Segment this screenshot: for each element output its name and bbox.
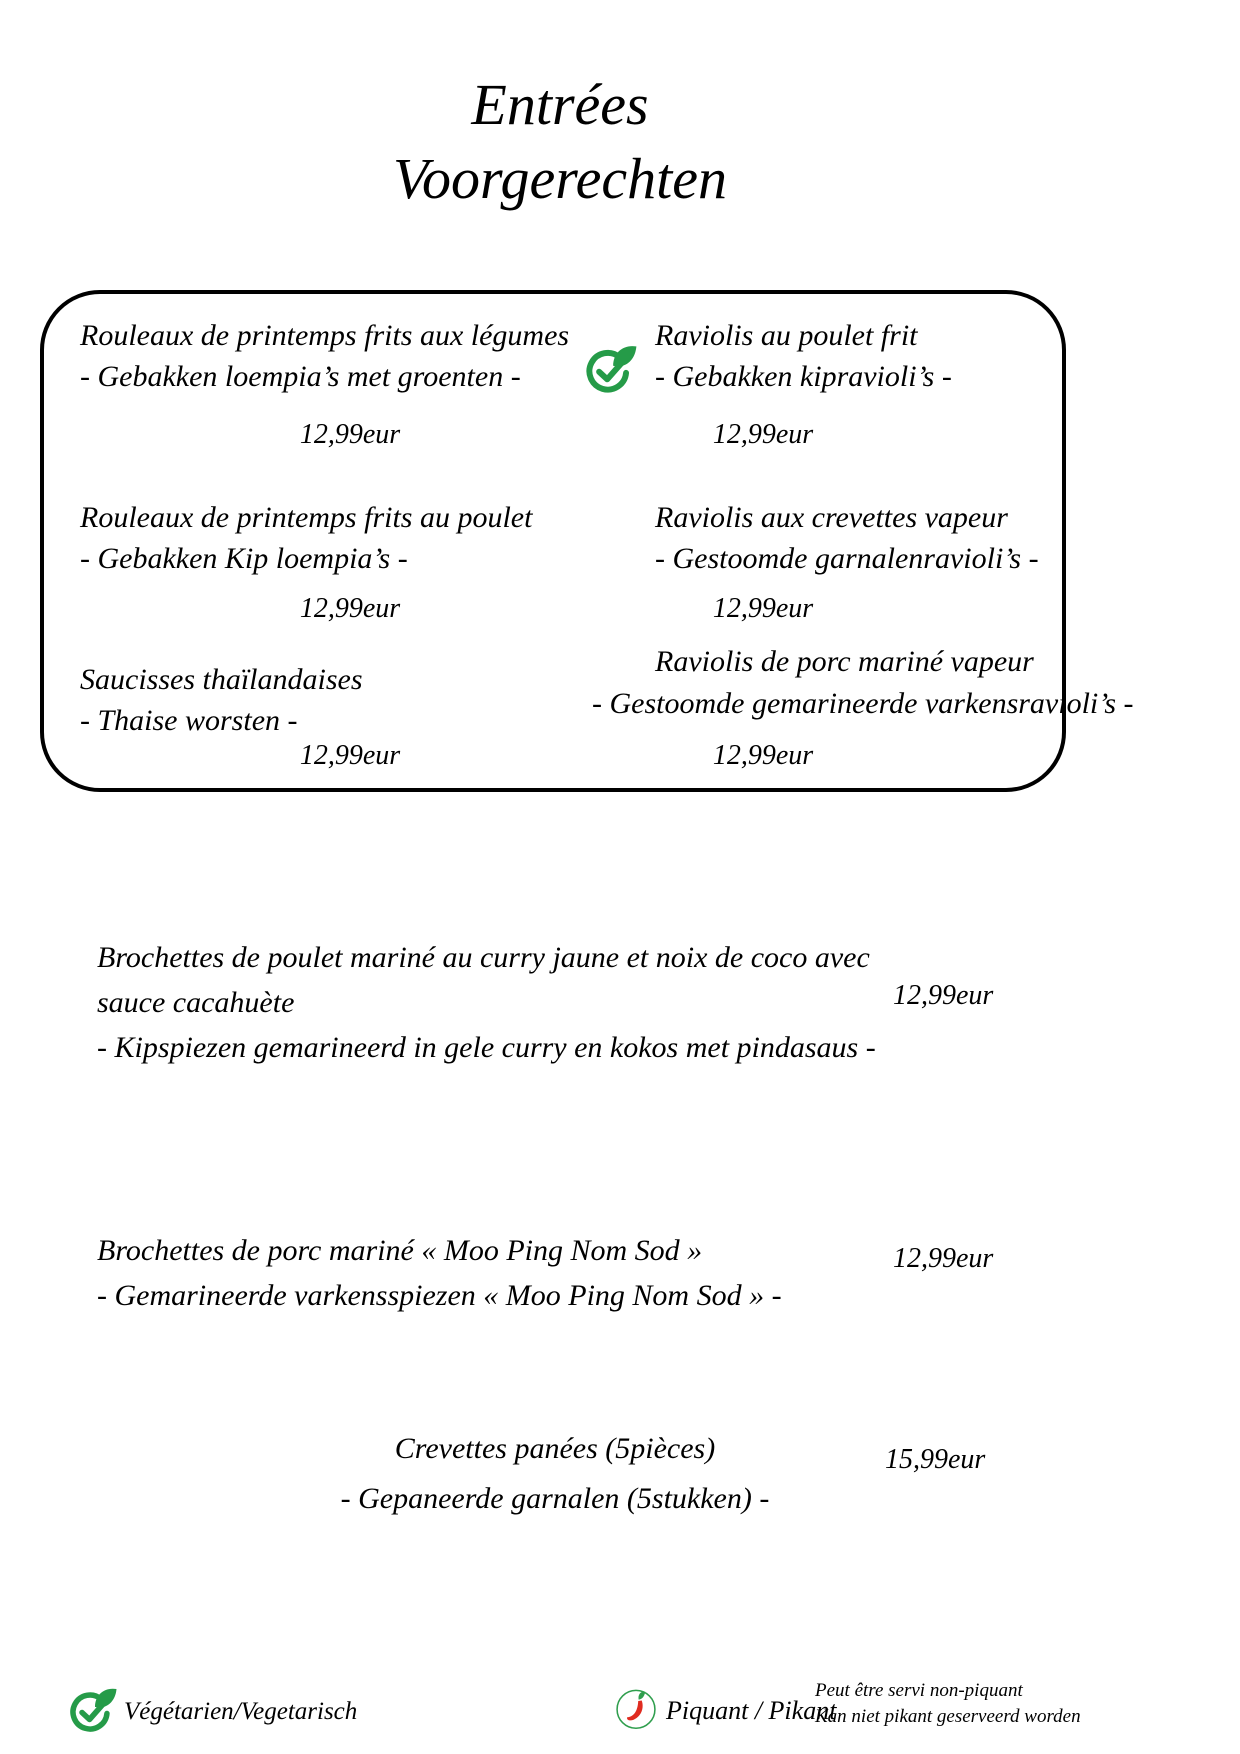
menu-item-breaded-shrimps	[255, 1424, 855, 1524]
item-price: 12,99eur	[712, 419, 814, 450]
vegetarian-icon	[584, 341, 638, 395]
item-name-nl: - Gebakken kipravioli’s -	[655, 360, 952, 393]
item-name-fr: Rouleaux de printemps frits aux légumes	[80, 319, 570, 352]
page-title-nl: Voorgerechten	[393, 146, 727, 211]
item-name-nl: - Gebakken loempia’s met groenten -	[80, 360, 521, 393]
vegetarian-icon	[68, 1684, 118, 1734]
item-name-fr-line2: sauce cacahuète	[97, 986, 295, 1019]
item-name-nl: - Thaise worsten -	[80, 704, 298, 737]
menu-item-pork-skewers	[97, 1228, 782, 1318]
vegetarian-legend-label: Végétarien/Vegetarisch	[124, 1698, 358, 1725]
spicy-legend-label: Piquant / Pikant	[666, 1696, 837, 1725]
menu-item-pork-ravioli	[655, 641, 1034, 682]
menu-item-shrimp-ravioli	[655, 497, 1039, 579]
item-name-fr: Crevettes panées (5pièces)	[394, 1432, 716, 1465]
item-name-fr: Brochettes de porc mariné « Moo Ping Nom Sod »	[97, 1234, 703, 1267]
spicy-note-line1: Peut être servi non-piquant	[815, 1680, 1023, 1701]
menu-item-chicken-ravioli	[655, 315, 952, 397]
item-name-nl: - Kipspiezen gemarineerd in gele curry en kokos met pindasaus -	[97, 1031, 876, 1064]
menu-item-spring-rolls-veg	[80, 315, 569, 397]
item-name-fr-line1: Brochettes de poulet mariné au curry jaune et noix de coco avec	[97, 941, 870, 974]
item-name-nl: - Gepaneerde garnalen (5stukken) -	[340, 1482, 770, 1515]
item-name-fr: Rouleaux de printemps frits au poulet	[80, 501, 533, 534]
menu-item-thai-sausages	[80, 659, 363, 741]
item-name-nl: - Gestoomde garnalenravioli’s -	[655, 542, 1039, 575]
item-price: 15,99eur	[885, 1444, 986, 1475]
item-name-nl: - Gestoomde gemarineerde varkensravioli’s -	[592, 687, 1134, 720]
item-name-fr: Raviolis aux crevettes vapeur	[655, 501, 1008, 534]
item-price: 12,99eur	[299, 740, 401, 771]
item-name-fr: Saucisses thaïlandaises	[80, 663, 363, 696]
menu-item-pork-ravioli-nl	[592, 683, 1134, 724]
item-name-fr: Raviolis de porc mariné vapeur	[655, 645, 1034, 678]
chili-icon	[614, 1686, 658, 1730]
item-price: 12,99eur	[712, 740, 814, 771]
menu-item-spring-rolls-chicken	[80, 497, 532, 579]
item-price: 12,99eur	[299, 593, 401, 624]
spicy-note-line2: Kan niet pikant geserveerd worden	[815, 1706, 1081, 1727]
item-name-nl: - Gemarineerde varkensspiezen « Moo Ping Nom Sod » -	[97, 1279, 782, 1312]
item-price: 12,99eur	[893, 1243, 994, 1274]
menu-item-chicken-skewers	[97, 935, 876, 1070]
item-price: 12,99eur	[893, 980, 994, 1011]
spicy-note	[815, 1678, 1081, 1730]
item-price: 12,99eur	[712, 593, 814, 624]
item-name-nl: - Gebakken Kip loempia’s -	[80, 542, 408, 575]
page-title-fr: Entrées	[471, 72, 649, 137]
item-price: 12,99eur	[299, 419, 401, 450]
item-name-fr: Raviolis au poulet frit	[655, 319, 918, 352]
